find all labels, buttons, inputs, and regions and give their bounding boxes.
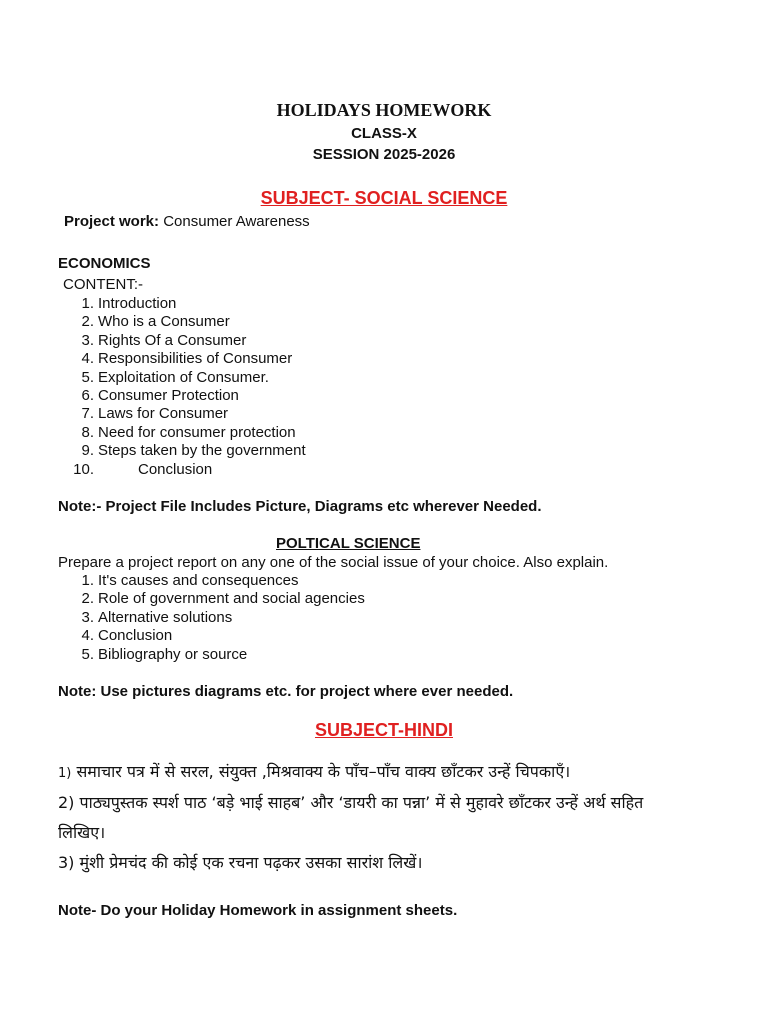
list-item: 5. Bibliography or source — [81, 645, 248, 663]
session-label: SESSION 2025-2026 — [312, 146, 456, 163]
list-item: 1. Introduction — [81, 295, 177, 312]
list-item: 7. Laws for Consumer — [81, 405, 229, 423]
final-note: Note- Do your Holiday Homework in assignment sheets. — [58, 902, 458, 919]
hindi-item-2-number: 2) — [58, 793, 75, 812]
content-label: CONTENT:- — [63, 276, 143, 293]
political-science-heading: POLTICAL SCIENCE — [276, 535, 421, 552]
list-item: 9. Steps taken by the government — [81, 442, 306, 460]
hindi-item-1-text: समाचार पत्र में से सरल, संयुक्त ,मिश्रवाक्य के पाँच–पाँच वाक्य छाँटकर उन्हें चिपकाएँ। — [76, 762, 571, 781]
project-work-label: Project work: — [64, 213, 160, 230]
list-item: 2. Role of government and social agencies — [81, 590, 365, 608]
list-item: 8. Need for consumer protection — [81, 423, 296, 441]
political-science-list — [72, 572, 365, 664]
social-science-heading: SUBJECT- SOCIAL SCIENCE — [260, 188, 508, 208]
hindi-item-2-text: पाठ्यपुस्तक स्पर्श पाठ ‘बड़े भाई साहब’ और ‘डायरी का पन्ना’ में से मुहावरे छाँटकर उन्हें अर्थ सहित — [79, 793, 644, 812]
list-item: 3. Alternative solutions — [81, 608, 233, 626]
hindi-item-3-text: मुंशी प्रेमचंद की कोई एक रचना पढ़कर उसका सारांश लिखें। — [79, 853, 423, 872]
note-pictures: Note: Use pictures diagrams etc. for project where ever needed. — [58, 683, 514, 700]
list-item: 4. Conclusion — [81, 627, 173, 645]
hindi-heading: SUBJECT-HINDI — [314, 720, 453, 740]
political-science-intro: Prepare a project report on any one of the social issue of your choice. Also explain. — [58, 554, 609, 571]
note-project-file: Note:- Project File Includes Picture, Diagrams etc wherever Needed. — [58, 498, 542, 515]
document-title: HOLIDAYS HOMEWORK — [276, 100, 492, 120]
hindi-item-1 — [58, 760, 570, 782]
hindi-item-1-number: 1) — [58, 766, 72, 781]
hindi-item-2 — [58, 791, 643, 813]
project-work-line — [64, 213, 310, 230]
list-item: 2. Who is a Consumer — [81, 313, 230, 331]
list-item: 10. Conclusion — [73, 460, 213, 478]
list-item: 6. Consumer Protection — [81, 386, 239, 404]
list-item: 3. Rights Of a Consumer — [81, 331, 247, 349]
list-item: 1. It's causes and consequences — [81, 572, 299, 589]
hindi-item-3 — [58, 851, 422, 873]
economics-heading: ECONOMICS — [58, 255, 151, 272]
list-item: 4. Responsibilities of Consumer — [81, 350, 293, 368]
economics-content-list — [72, 295, 306, 479]
list-item: 5. Exploitation of Consumer. — [81, 368, 269, 386]
class-label: CLASS-X — [351, 125, 417, 142]
hindi-item-3-number: 3) — [58, 853, 75, 872]
project-work-topic: Consumer Awareness — [163, 213, 310, 230]
hindi-item-2-continued: लिखिए। — [58, 823, 106, 842]
